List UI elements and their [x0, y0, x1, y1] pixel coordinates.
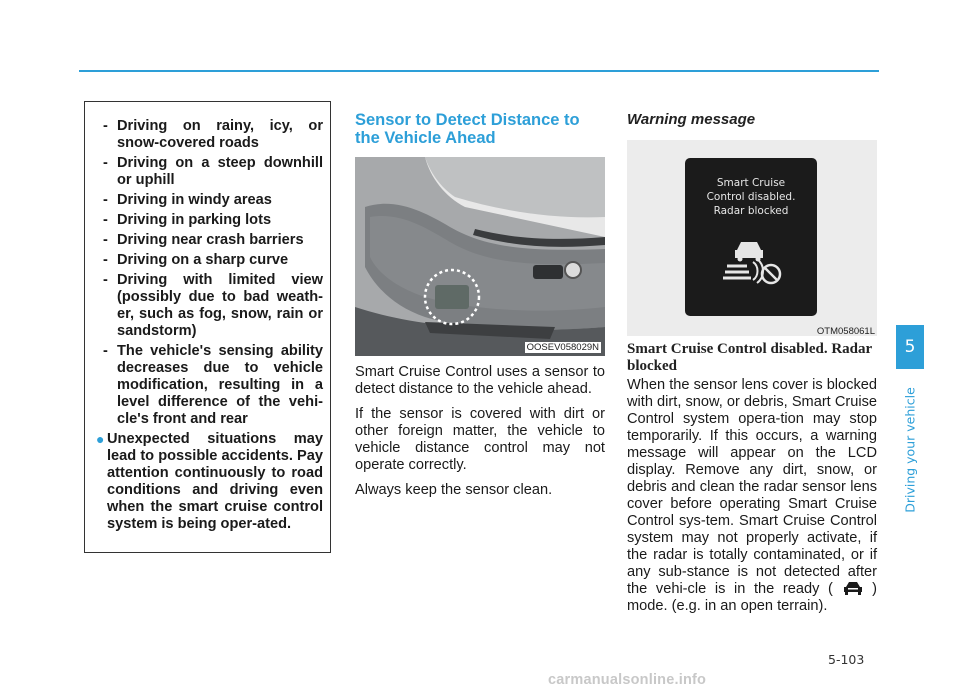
chapter-title: Driving your vehicle	[902, 387, 918, 513]
bullet-icon: ●	[96, 431, 105, 447]
paragraph: Smart Cruise Control uses a sensor to detect distance to the vehicle ahead.	[355, 364, 605, 397]
list-item: - Driving near crash barriers	[103, 232, 304, 248]
lcd-message: Smart Cruise Control disabled. Radar blocked	[706, 177, 796, 217]
list-item: - Driving with limited view (possibly due to bad weath-er, such as fog, snow, rain or sandstorm)	[103, 272, 323, 339]
condition-list	[103, 118, 323, 431]
footer-watermark: carmanualsonline.info	[548, 672, 707, 688]
page-number: 5-103	[828, 652, 865, 667]
list-item: - Driving on a steep downhill or uphill	[103, 155, 323, 188]
image-code: OTM058061L	[816, 326, 875, 337]
car-sensor-illustration	[355, 157, 605, 356]
sensor-body	[355, 364, 605, 507]
image-code: OOSEV058029N	[526, 342, 599, 353]
lcd-illustration	[627, 140, 877, 336]
paragraph: If the sensor is covered with dirt or other foreign matter, the vehicle to vehicle distance control may not operate correctly.	[355, 406, 605, 473]
car-front-icon	[355, 157, 605, 356]
chapter-tab: 5	[896, 325, 924, 369]
header-rule	[79, 70, 879, 72]
lcd-display	[685, 158, 817, 316]
list-item: - Driving in parking lots	[103, 212, 272, 228]
radar-blocked-heading: Smart Cruise Control disabled. Radar blocked	[627, 341, 872, 374]
paragraph: Always keep the sensor clean.	[355, 482, 553, 498]
caution-bullet: ● Unexpected situations may lead to possible accidents. Pay attention continuously to road conditions and driving even when the smart cruise control system is being oper-ated.	[96, 431, 323, 532]
list-item: - Driving on a sharp curve	[103, 252, 289, 268]
radar-blocked-icon	[723, 236, 787, 286]
sensor-heading: Sensor to Detect Distance to the Vehicle Ahead	[355, 111, 580, 147]
ready-car-icon	[842, 581, 864, 595]
list-item: - Driving on rainy, icy, or snow-covered roads	[103, 118, 323, 151]
radar-blocked-body: When the sensor lens cover is blocked with dirt, snow, or debris, Smart Cruise Control system opera-tion may stop temporarily. If this occurs, a warning message will appear on the LCD display. Remove any dirt, snow, or debris and clean the radar sensor lens cover before operating Smart Cruise Control sys-tem. Smart Cruise Control system may not properly activate, if the radar is totally contaminated, or if any sub-stance is not detected after the vehi-cle is in the ready ( ) mode. (e.g. in an open terrain).	[627, 377, 877, 614]
list-item: - Driving in windy areas	[103, 192, 272, 208]
list-item: - The vehicle's sensing ability decreases due to vehicle modification, resulting in a level difference of the vehi-cle's front and rear	[103, 343, 323, 427]
warning-message-heading: Warning message	[627, 111, 756, 128]
